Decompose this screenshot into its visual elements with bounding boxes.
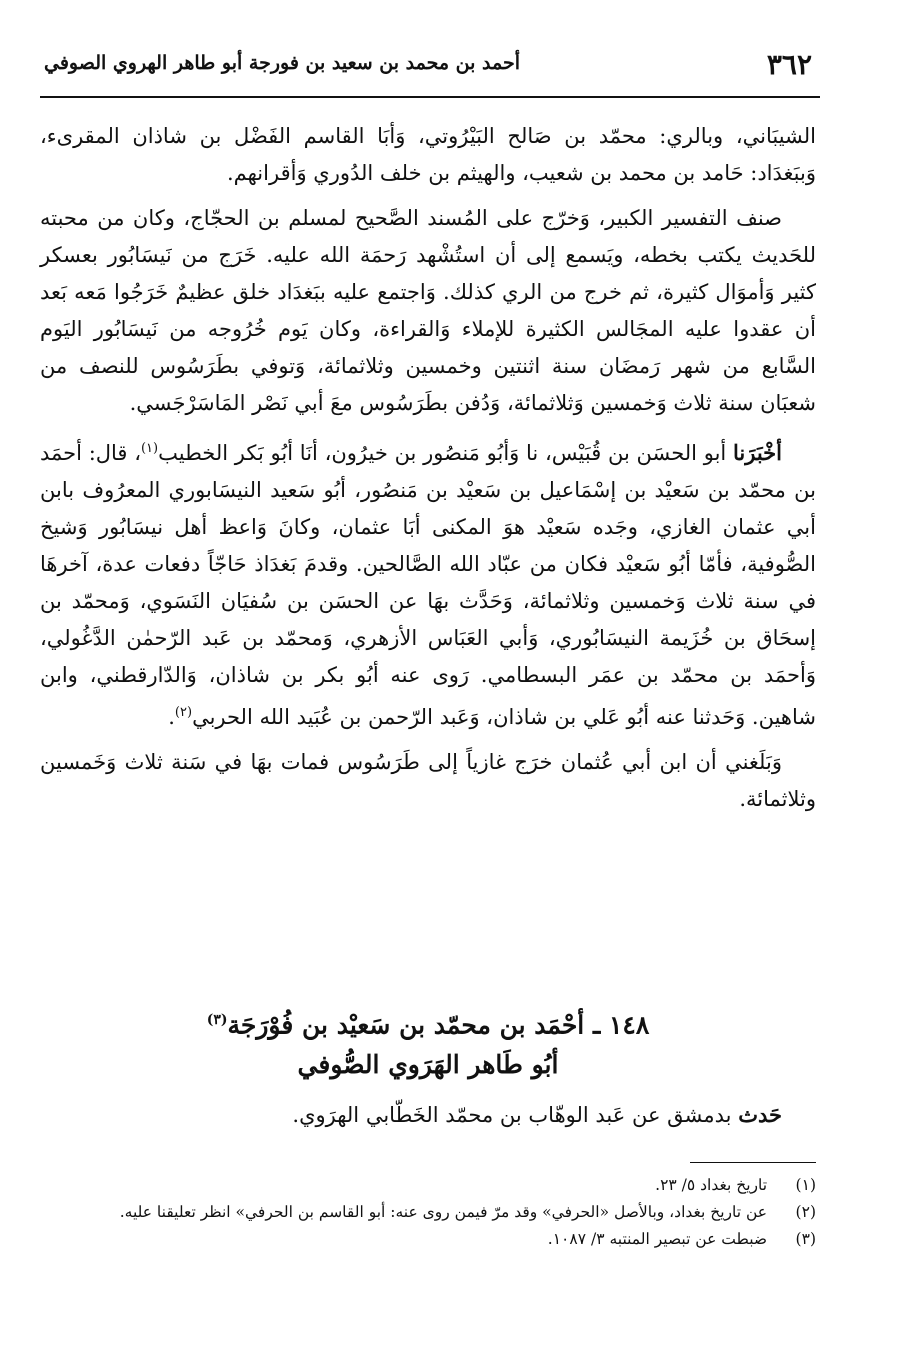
paragraph-3-continued: ، قال: أحمَد بن محمّد بن سَعيْد بن إسْمَاعيل بن سَعيْد بن مَنصُور، أبُو سَعيد النيسَابوري المعرُوف بابن أبي عثمان الغازي، وجَده سَعيْد هوَ المكنى أبَا عثمان، وكانَ وَاعظ أهل نيسَابُور وَشيخ الصُّوفية، فأمّا أبُو سَعيْد فكان من عبّاد الله الصَّالحين. وقدمَ بَغدَاذ حَاجّاً دفعات عدة، آخرهَا في سنة ثلاث وَخمسين وثلاثمائة، وَحَدَّث بهَا عن الحسَن بن سُفيَان النَسَوي، وَمحمّد بن إسحَاق بن خُزَيمة النيسَابُوري، وَأبي العَبَاس الأزهري، وَمحمّد بن عَبد الرّحمٰن الدَّغُولي، وَأحمَد بن محمّد بن عمَر البسطامي. رَوى عنه أبُو بكر بن شاذان، وَالدّارقطني، وابن شاهين. وَحَدثنا عنه أبُو عَلي بن شاذان، وَعَبد الرّحمن بن عُبَيد الله الحربي xyxy=(40,441,816,729)
footnote-1 xyxy=(40,1172,816,1199)
entry-title xyxy=(40,1000,816,1045)
main-text xyxy=(40,118,816,826)
footnote-2 xyxy=(40,1199,816,1226)
entry-body-text: بدمشق عن عَبد الوهّاب بن محمّد الخَطّابي الهرَوي. xyxy=(292,1103,732,1127)
footnote-3 xyxy=(40,1226,816,1253)
entry-title-text: ١٤٨ ـ أحْمَد بن محمّد بن سَعيْد بن فُوْرَجَة xyxy=(227,1010,650,1040)
entry-body-lead: حَدث xyxy=(738,1102,782,1127)
footnotes xyxy=(40,1172,816,1253)
entry-subtitle: أبُو طَاهر الهَرَوي الصُّوفي xyxy=(297,1050,559,1080)
paragraph-1: الشيبَاني، وبالري: محمّد بن صَالح البَيْرُوتي، وَأبَا القاسم الفَضْل بن شاذان المقرىء، وَببَغدَاد: حَامد بن محمد بن شعيب، والهيثم بن خلف الدُوري وَأقرانهم. xyxy=(40,124,816,185)
footnote-ref-2: (٢) xyxy=(174,705,193,720)
footnote-separator xyxy=(690,1162,816,1163)
paragraph-3-lead: أخْبَرَنا xyxy=(733,440,782,465)
footnote-number: (٣) xyxy=(795,1230,816,1248)
entry-heading xyxy=(40,1000,816,1085)
footnote-text: عن تاريخ بغداد، وبالأصل «الحرفي» وقد مرّ فيمن روى عنه: أبو القاسم بن الحرفي» انظر تعليقنا عليه. xyxy=(119,1203,768,1221)
paragraph-3-text: أبو الحسَن بن قُبَيْس، نا وَأبُو مَنصُور بن خيرُون، أنَا أبُو بَكر الخطيب xyxy=(158,441,727,465)
entry-body xyxy=(40,1096,816,1134)
page-number: ٣٦٢ xyxy=(766,48,812,81)
paragraph-3-end: . xyxy=(168,705,175,729)
footnote-ref-1: (١) xyxy=(140,441,159,456)
footnote-text: ضبطت عن تبصير المنتبه ٣/ ١٠٨٧. xyxy=(547,1230,768,1248)
footnote-ref-3: (٣) xyxy=(206,1012,228,1028)
paragraph-3 xyxy=(40,430,816,736)
running-title: أحمد بن محمد بن سعيد بن فورجة أبو طاهر الهروي الصوفي xyxy=(44,52,521,74)
paragraph-2: صنف التفسير الكبير، وَخرّج على المُسند الصَّحيح لمسلم بن الحجّاج، وكان من محبته للحَديث يكتب بخطه، ويَسمع إلى أن استُشْهد رَحمَة الله عليه. خَرَج من نَيسَابُور بعسكر كثير وَأموَال كثيرة، ثم خرج من الري كذلك. وَاجتمع عليه ببَغدَاد خلق عظيمٌ خَرَجُوا مَعه بَعد أن عقدوا عليه المجَالس الكثيرة للإملاء وَالقراءة، وكان يَوم خُرُوجه من نَيسَابُور اليَوم السَّابع من شهر رَمضَان سنة اثنتين وخمسين وثلاثمائة، وَتوفي بطَرَسُوس للنصف من شعبَان سنة ثلاث وَخمسين وَثلاثمائة، وَدُفن بطَرَسُوس معَ أبي نَصْر المَاسَرْجَسي. xyxy=(40,206,816,415)
footnote-text: تاريخ بغداد ٥/ ٢٣. xyxy=(655,1176,768,1194)
footnote-number: (٢) xyxy=(795,1203,816,1221)
paragraph-4: وَبَلَغني أن ابن أبي عُثمان خرَج غازياً إلى طَرَسُوس فمات بهَا في سَنة ثلاث وَخَمسين وثلاثمائة. xyxy=(40,750,816,811)
page-header xyxy=(40,48,820,98)
footnote-number: (١) xyxy=(795,1176,816,1194)
